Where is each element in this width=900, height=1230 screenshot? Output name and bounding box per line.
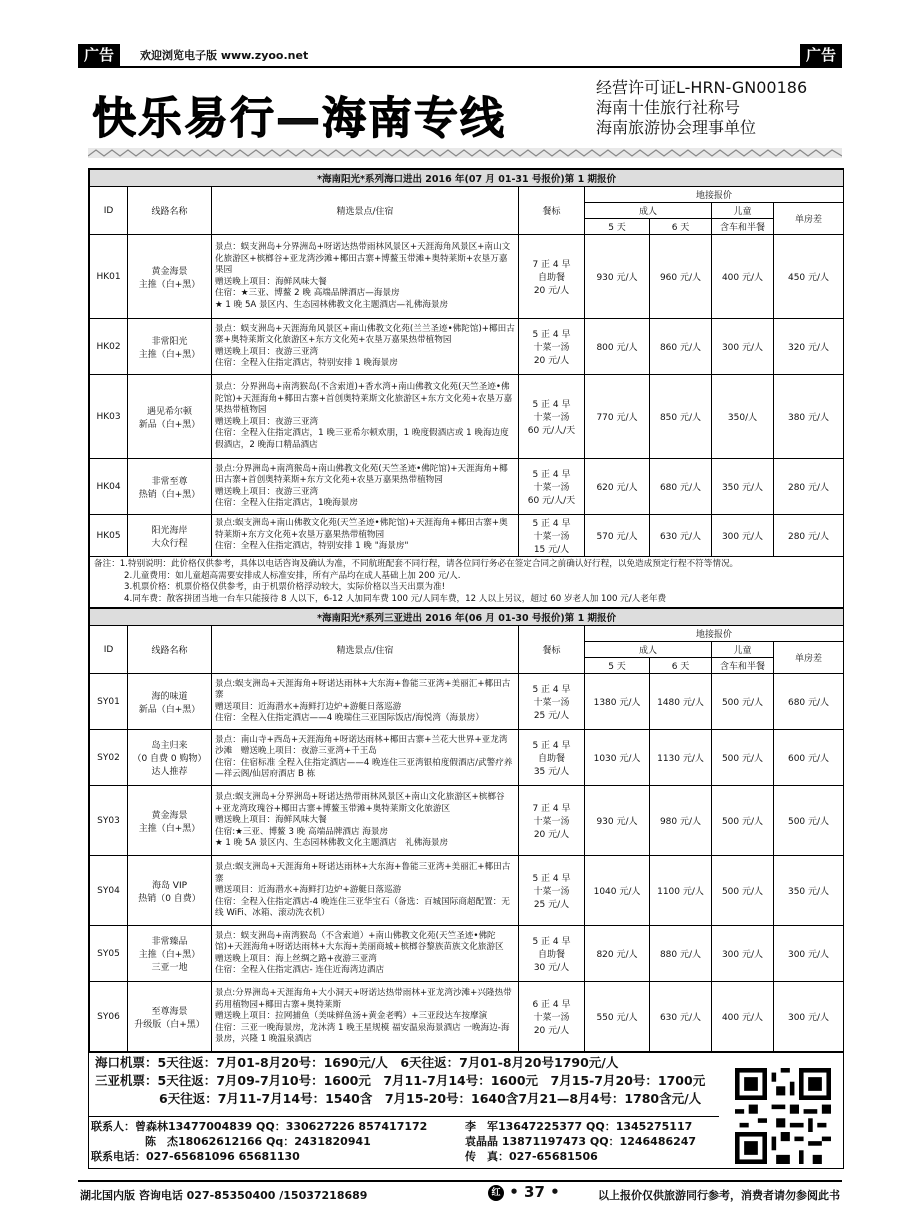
price-child: 400 元/人 xyxy=(712,235,774,319)
note-line: 1.特别说明：此价格仅供参考，具体以电话咨询及确认为准，不同航班配套不同行程，请各位同行务必在签定合同之前确认好行程，以免造成预定行程不符等情况。 xyxy=(119,559,739,569)
col-spots: 精选景点/住宿 xyxy=(212,626,519,674)
route-id: SY03 xyxy=(90,786,128,856)
price-5day: 570 元/人 xyxy=(585,515,650,557)
contact-fax: 传 真：027-65681506 xyxy=(465,1150,598,1163)
price-5day: 1380 元/人 xyxy=(585,674,650,730)
col-price: 地接报价 xyxy=(585,626,844,642)
route-row xyxy=(90,926,844,982)
ad-tag-left: 广告 xyxy=(78,44,120,66)
price-5day: 620 元/人 xyxy=(585,459,650,515)
route-name: 非常阳光 主推（白+黑） xyxy=(128,319,212,375)
route-id: HK05 xyxy=(90,515,128,557)
browse-text[interactable]: 欢迎浏览电子版 www.zyoo.net xyxy=(140,49,309,62)
price-6day: 1100 元/人 xyxy=(650,856,712,926)
price-5day: 800 元/人 xyxy=(585,319,650,375)
col-adult: 成人 xyxy=(585,203,712,219)
route-spots: 景点:分界洲岛+南湾猴岛+南山佛教文化苑(天竺圣迹•佛陀馆)+天涯海角+椰田古寨+首创奥特莱斯+东方文化苑+农垦万嘉果热带植物园 赠送晚上项目：夜游三亚湾 住宿：全程入住指定酒店，1晚海景房 xyxy=(212,459,519,515)
price-6day: 630 元/人 xyxy=(650,982,712,1052)
footer-disclaimer: 以上报价仅供旅游同行参考，消费者请勿参阅此书 xyxy=(598,1189,840,1202)
col-single: 单房差 xyxy=(774,203,844,235)
license-line: 经营许可证L-HRN-GN00186 xyxy=(596,78,808,97)
col-route: 线路名称 xyxy=(128,187,212,235)
bottom-panel xyxy=(88,1050,844,1169)
flight-prices xyxy=(95,1054,705,1108)
col-meals: 餐标 xyxy=(519,187,585,235)
price-single-room: 450 元/人 xyxy=(774,235,844,319)
col-id: ID xyxy=(90,626,128,674)
col-price: 地接报价 xyxy=(585,187,844,203)
col-6day: 6 天 xyxy=(650,658,712,674)
price-6day: 1480 元/人 xyxy=(650,674,712,730)
price-single-room: 320 元/人 xyxy=(774,319,844,375)
route-spots: 景点:蜈支洲岛+南山佛教文化苑(天竺圣迹•佛陀馆)+天涯海角+椰田古寨+奥特莱斯+东方文化苑+农垦万嘉果热带植物园 住宿：全程入住指定酒店，特别安排 1 晚 "海景房" xyxy=(212,515,519,557)
col-child: 儿童 xyxy=(712,642,774,658)
price-child: 500 元/人 xyxy=(712,856,774,926)
route-spots: 景点：分界洲岛+南湾猴岛(不含索道)+香水湾+南山佛教文化苑(天竺圣迹•佛陀馆)+天涯海角+椰田古寨+首创奥特莱斯文化旅游区+东方文化苑+农垦万嘉果热带植物园 赠送晚上项目：夜游三亚湾 住宿：全程入住指定酒店，1 晚三亚希尔顿欢朋，1 晚度假酒店或 1 晚海边度假酒店，2 晚海口精品酒店 xyxy=(212,375,519,459)
page-number xyxy=(488,1183,560,1201)
meal-standard: 5 正 4 早 十菜一汤 60 元/人/天 xyxy=(519,375,585,459)
flight-line: 6天往返：7月11-7月14号：1540含 7月15-20号：1640含7月21—8月4号：1780含元/人 xyxy=(159,1091,702,1106)
price-child: 300 元/人 xyxy=(712,515,774,557)
route-id: HK03 xyxy=(90,375,128,459)
price-sheet xyxy=(88,168,844,1053)
price-6day: 1130 元/人 xyxy=(650,730,712,786)
route-id: SY02 xyxy=(90,730,128,786)
price-child: 500 元/人 xyxy=(712,786,774,856)
footer-edition: 湖北国内版 咨询电话 027-85350400 /15037218689 xyxy=(80,1189,368,1202)
note-line: 3.机票价格：机票价格仅供参考，由于机票价格浮动较大，实际价格以当天出票为准! xyxy=(124,582,446,593)
meal-standard: 5 正 4 早 十菜一汤 20 元/人 xyxy=(519,319,585,375)
license-line: 海南十佳旅行社称号 xyxy=(596,98,741,117)
price-6day: 630 元/人 xyxy=(650,515,712,557)
price-single-room: 380 元/人 xyxy=(774,375,844,459)
price-5day: 1040 元/人 xyxy=(585,856,650,926)
haikou-table xyxy=(89,169,844,608)
sanya-banner: *海南阳光*系列三亚进出 2016 年(06 月 01-30 号报价)第 1 期报价 xyxy=(90,609,844,626)
route-row xyxy=(90,730,844,786)
route-id: SY06 xyxy=(90,982,128,1052)
footer xyxy=(78,1180,842,1204)
meal-standard: 5 正 4 早 十菜一汤 60 元/人/天 xyxy=(519,459,585,515)
page-headline: 快乐易行—海南专线 xyxy=(92,93,506,144)
price-5day: 550 元/人 xyxy=(585,982,650,1052)
route-name: 至尊海景 升级版（白+黑） xyxy=(128,982,212,1052)
price-6day: 960 元/人 xyxy=(650,235,712,319)
price-child: 300 元/人 xyxy=(712,926,774,982)
price-child: 500 元/人 xyxy=(712,730,774,786)
notes xyxy=(90,557,844,608)
route-row xyxy=(90,786,844,856)
route-name: 海岛 VIP 热销（0 自费） xyxy=(128,856,212,926)
route-spots: 景点：南山寺+西岛+天涯海角+呀诺达雨林+椰田古寨+兰花大世界+亚龙湾沙滩 赠送晚上项目：夜游三亚湾+千王岛 住宿：住宿标准 全程入住指定酒店——4 晚连住三亚湾银柏度假酒店/武警疗养—祥云阁/仙居府酒店 B 栋 xyxy=(212,730,519,786)
col-child-note: 含车和半餐 xyxy=(712,219,774,235)
route-name: 海的味道 新品（白+黑） xyxy=(128,674,212,730)
price-single-room: 280 元/人 xyxy=(774,515,844,557)
col-single: 单房差 xyxy=(774,642,844,674)
route-row xyxy=(90,235,844,319)
route-spots: 景点：蜈支洲岛+南湾猴岛（不含索道）+南山佛教文化苑(天竺圣迹•佛陀馆)+天涯海角+呀诺达雨林+大东海+美丽商城+槟榔谷黎族苗族文化旅游区 赠送晚上项目：海上丝绸之路+夜游三亚湾 住宿：全程入住指定酒店- 连住近海湾边酒店 xyxy=(212,926,519,982)
license-block xyxy=(596,78,846,138)
meal-standard: 7 正 4 早 自助餐 20 元/人 xyxy=(519,235,585,319)
price-single-room: 300 元/人 xyxy=(774,982,844,1052)
col-5day: 5 天 xyxy=(585,219,650,235)
route-name: 岛主归来 （0 自费 0 购物） 达人推荐 xyxy=(128,730,212,786)
route-row xyxy=(90,515,844,557)
col-id: ID xyxy=(90,187,128,235)
contact-block xyxy=(89,1116,719,1164)
price-child: 300 元/人 xyxy=(712,319,774,375)
zigzag-divider xyxy=(88,148,842,158)
flight-line: 三亚机票：5天往返：7月09-7月10号：1600元 7月11-7月14号：1600元 7月15-7月20号：1700元 xyxy=(95,1073,706,1088)
meal-standard: 5 正 4 早 十菜一汤 25 元/人 xyxy=(519,674,585,730)
meal-standard: 5 正 4 早 自助餐 30 元/人 xyxy=(519,926,585,982)
route-row xyxy=(90,459,844,515)
price-child: 500 元/人 xyxy=(712,674,774,730)
page-number-text: • 37 • xyxy=(509,1183,560,1201)
route-row xyxy=(90,319,844,375)
license-line: 海南旅游协会理事单位 xyxy=(596,118,757,137)
price-single-room: 680 元/人 xyxy=(774,674,844,730)
route-spots: 景点：蜈支洲岛+天涯海角风景区+南山佛教文化苑(兰兰圣迹•佛陀馆)+椰田古寨+奥特莱斯文化旅游区+东方文化苑+农垦万嘉果热带植物园 赠送晚上项目：夜游三亚湾 住宿：全程入住指定酒店，特别安排 1 晚海景房 xyxy=(212,319,519,375)
note-line: 2.儿童费用：如儿童超高需要安排成人标准安排，所有产品均在成人基础上加 200 元/人. xyxy=(124,570,461,581)
price-single-room: 280 元/人 xyxy=(774,459,844,515)
col-child: 儿童 xyxy=(712,203,774,219)
route-spots: 景点:蜈支洲岛+天涯海角+呀诺达雨林+大东海+鲁能三亚湾+美丽汇+椰田古寨 赠送项目：近海潜水+海鲜打边炉+游艇日落巡游 住宿：全程入住指定酒店——4 晚瑞住三亚国际饭店/海悦湾（海景房） xyxy=(212,674,519,730)
route-row xyxy=(90,375,844,459)
route-row xyxy=(90,856,844,926)
route-spots: 景点：蜈支洲岛+分界洲岛+呀诺达热带雨林风景区+天涯海角风景区+南山文化旅游区+槟榔谷+亚龙湾沙滩+椰田古寨+博鳌玉带滩+奥特莱斯+农垦万嘉果园 赠送晚上项目：海鲜风味大餐 住宿：★三亚、博鳌 2 晚 高端品牌酒店—海景房 ★ 1 晚 5A 景区内、生态园林佛教文化主题酒店—礼佛海景房 xyxy=(212,235,519,319)
route-id: SY01 xyxy=(90,674,128,730)
price-5day: 820 元/人 xyxy=(585,926,650,982)
price-6day: 880 元/人 xyxy=(650,926,712,982)
flight-line: 海口机票：5天往返：7月01-8月20号：1690元/人 6天往返：7月01-8月20号1790元/人 xyxy=(95,1055,619,1070)
route-id: SY05 xyxy=(90,926,128,982)
route-spots: 景点:蜈支洲岛+分界洲岛+呀诺达热带雨林风景区+南山文化旅游区+槟榔谷+亚龙湾玫瑰谷+椰田古寨+博鳌玉带滩+奥特莱斯文化旅游区 赠送晚上项目：海鲜风味大餐 住宿:★三亚、博鳌 3 晚 高端品牌酒店 海景房 ★ 1 晚 5A 景区内、生态园林佛教文化主题酒店 礼佛海景房 xyxy=(212,786,519,856)
col-meals: 餐标 xyxy=(519,626,585,674)
route-id: HK04 xyxy=(90,459,128,515)
col-spots: 精选景点/住宿 xyxy=(212,187,519,235)
price-child: 400 元/人 xyxy=(712,982,774,1052)
route-name: 非常至尊 热销（白+黑） xyxy=(128,459,212,515)
meal-standard: 5 正 4 早 十菜一汤 15 元/人 xyxy=(519,515,585,557)
route-id: HK01 xyxy=(90,235,128,319)
price-child: 350/人 xyxy=(712,375,774,459)
meal-standard: 5 正 4 早 十菜一汤 25 元/人 xyxy=(519,856,585,926)
notes-label: 备注： xyxy=(94,559,120,569)
col-child-note: 含车和半餐 xyxy=(712,658,774,674)
price-6day: 680 元/人 xyxy=(650,459,712,515)
meal-standard: 7 正 4 早 十菜一汤 20 元/人 xyxy=(519,786,585,856)
route-spots: 景点:分界洲岛+天涯海角+大小洞天+呀诺达热带雨林+亚龙湾沙滩+兴隆热带药用植物园+椰田古寨+奥特莱斯 赠送晚上项目：拉网捕鱼（美味鲜鱼汤+黄金老鸭）+三亚段达车按摩演 住宿：三亚一晚海景房，龙沐湾 1 晚王星规模 福安温泉海景酒店 一晚海边-海景房，兴隆 1 晚温泉酒店 xyxy=(212,982,519,1052)
route-id: SY04 xyxy=(90,856,128,926)
haikou-banner: *海南阳光*系列海口进出 2016 年(07 月 01-31 号报价)第 1 期报价 xyxy=(90,170,844,187)
top-bar xyxy=(78,44,842,68)
route-name: 阳光海岸 大众行程 xyxy=(128,515,212,557)
route-row xyxy=(90,982,844,1052)
price-single-room: 600 元/人 xyxy=(774,730,844,786)
price-single-room: 350 元/人 xyxy=(774,856,844,926)
price-6day: 850 元/人 xyxy=(650,375,712,459)
price-5day: 930 元/人 xyxy=(585,235,650,319)
price-6day: 860 元/人 xyxy=(650,319,712,375)
col-6day: 6 天 xyxy=(650,219,712,235)
route-name: 非常臻品 主推（白+黑） 三亚一地 xyxy=(128,926,212,982)
route-name: 遇见希尔顿 新品（白+黑） xyxy=(128,375,212,459)
price-single-room: 500 元/人 xyxy=(774,786,844,856)
contact-primary: 陈 杰18062612166 Qq：2431820941 xyxy=(145,1135,371,1148)
note-line: 4.同车费：散客拼团当地一台车只能接待 8 人以下，6-12 人加同车费 100 元/人同车费，12 人以上另议，超过 60 岁老人加 100 元/人老年费 xyxy=(124,593,667,604)
sanya-table xyxy=(89,608,844,1052)
route-name: 黄金海景 主推（白+黑） xyxy=(128,235,212,319)
price-5day: 770 元/人 xyxy=(585,375,650,459)
route-row xyxy=(90,674,844,730)
price-6day: 980 元/人 xyxy=(650,786,712,856)
route-id: HK02 xyxy=(90,319,128,375)
price-single-room: 300 元/人 xyxy=(774,926,844,982)
col-adult: 成人 xyxy=(585,642,712,658)
price-5day: 930 元/人 xyxy=(585,786,650,856)
contact-secondary: 李 军13647225377 QQ：1345275117 xyxy=(465,1120,693,1133)
qr-code-icon[interactable] xyxy=(735,1068,831,1164)
route-spots: 景点:蜈支洲岛+天涯海角+呀诺达雨林+大东海+鲁能三亚湾+美丽汇+椰田古寨 赠送项目：近海潜水+海鲜打边炉+游艇日落巡游 住宿：全程入住指定酒店-4 晚连住三亚华宝石（备选：百城国际商超配置：无线 WiFi、冰箱、滚动洗衣机） xyxy=(212,856,519,926)
price-5day: 1030 元/人 xyxy=(585,730,650,786)
meal-standard: 6 正 4 早 十菜一汤 20 元/人 xyxy=(519,982,585,1052)
contact-phone: 联系电话：027-65681096 65681130 xyxy=(91,1150,300,1163)
col-route: 线路名称 xyxy=(128,626,212,674)
contact-secondary: 袁晶晶 13871197473 QQ：1246486247 xyxy=(465,1135,697,1148)
col-5day: 5 天 xyxy=(585,658,650,674)
price-child: 350 元/人 xyxy=(712,459,774,515)
meal-standard: 5 正 4 早 自助餐 35 元/人 xyxy=(519,730,585,786)
route-name: 黄金海景 主推（白+黑） xyxy=(128,786,212,856)
contact-primary: 联系人：曾森林13477004839 QQ：330627226 857417172 xyxy=(91,1120,428,1133)
ad-tag-right: 广告 xyxy=(800,44,842,66)
magazine-logo-icon: 红 xyxy=(488,1185,504,1201)
